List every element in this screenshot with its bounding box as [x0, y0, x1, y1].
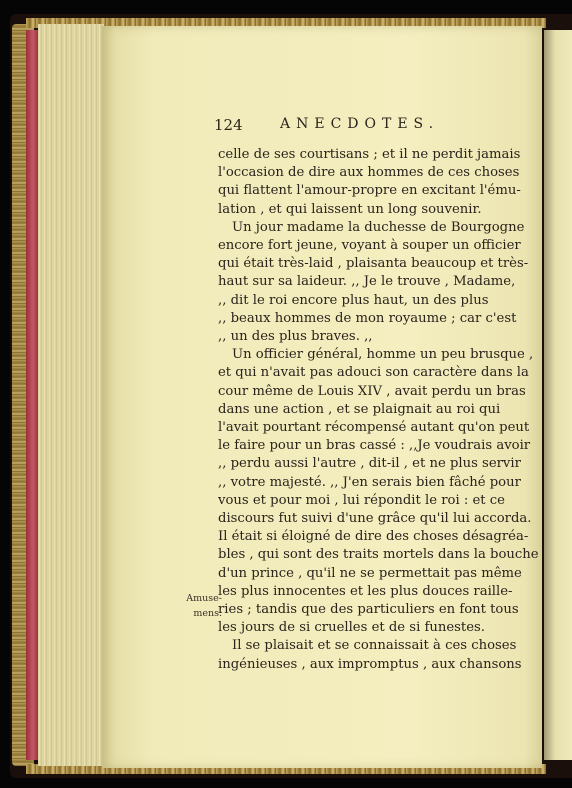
text-line: celle de ses courtisans ; et il ne perdit jamais	[218, 147, 521, 162]
text-line: ,, votre majesté. ,, J'en serais bien fâché pour	[218, 474, 521, 490]
body-text	[218, 146, 539, 674]
text-line: ries ; tandis que des particuliers en font tous	[218, 602, 519, 618]
text-line: encore fort jeune, voyant à souper un officier	[218, 238, 521, 254]
text-line: ingénieuses , aux impromptus , aux chansons	[218, 656, 522, 672]
margin-note-line: Amuse-	[186, 593, 222, 604]
text-line: ,, un des plus braves. ,,	[218, 329, 373, 345]
running-header	[214, 116, 504, 138]
text-line: cour même de Louis XIV , avait perdu un bras	[218, 383, 526, 399]
margin-note-line: mens.	[193, 608, 222, 619]
text-line: bles , qui sont des traits mortels dans la bouche	[218, 547, 539, 563]
text-line: qui flattent l'amour-propre en excitant l'ému-	[218, 183, 521, 199]
text-line: Il se plaisait et se connaissait à ces choses	[232, 638, 517, 654]
text-line: et qui n'avait pas adouci son caractère dans la	[218, 365, 529, 381]
text-line: ,, beaux hommes de mon royaume ; car c'est	[218, 310, 517, 326]
text-line: ,, dit le roi encore plus haut, un des plus	[218, 292, 489, 308]
text-line: l'occasion de dire aux hommes de ces choses	[218, 165, 520, 181]
text-line: discours fut suivi d'une grâce qu'il lui accorda.	[218, 511, 532, 527]
text-line: d'un prince , qu'il ne se permettait pas même	[218, 565, 522, 581]
text-line: les jours de si cruelles et de si funestes.	[218, 620, 485, 636]
margin-note	[182, 591, 222, 621]
text-line: vous et pour moi , lui répondit le roi : et ce	[218, 492, 505, 508]
facing-page-edge	[544, 30, 572, 760]
text-line: Un officier général, homme un peu brusque ,	[232, 347, 534, 363]
running-title: ANECDOTES.	[280, 116, 440, 132]
text-line: le faire pour un bras cassé : ,,Je voudrais avoir	[218, 438, 531, 454]
text-line: dans une action , et se plaignait au roi qui	[218, 401, 501, 417]
text-line: qui était très-laid , plaisanta beaucoup et très-	[218, 256, 529, 272]
text-line: lation , et qui laissent un long souvenir.	[218, 201, 482, 217]
text-line: les plus innocentes et les plus douces raille-	[218, 583, 513, 599]
text-line: Un jour madame la duchesse de Bourgogne	[232, 219, 525, 235]
page-number: 124	[214, 116, 243, 134]
text-line: ,, perdu aussi l'autre , dit-il , et ne plus servir	[218, 456, 521, 472]
text-line: Il était si éloigné de dire des choses désagréa-	[218, 529, 529, 545]
text-line: l'avait pourtant récompensé autant qu'on peut	[218, 420, 530, 436]
text-line: haut sur sa laideur. ,, Je le trouve , Madame,	[218, 274, 516, 290]
page-stack-edges	[38, 24, 104, 766]
